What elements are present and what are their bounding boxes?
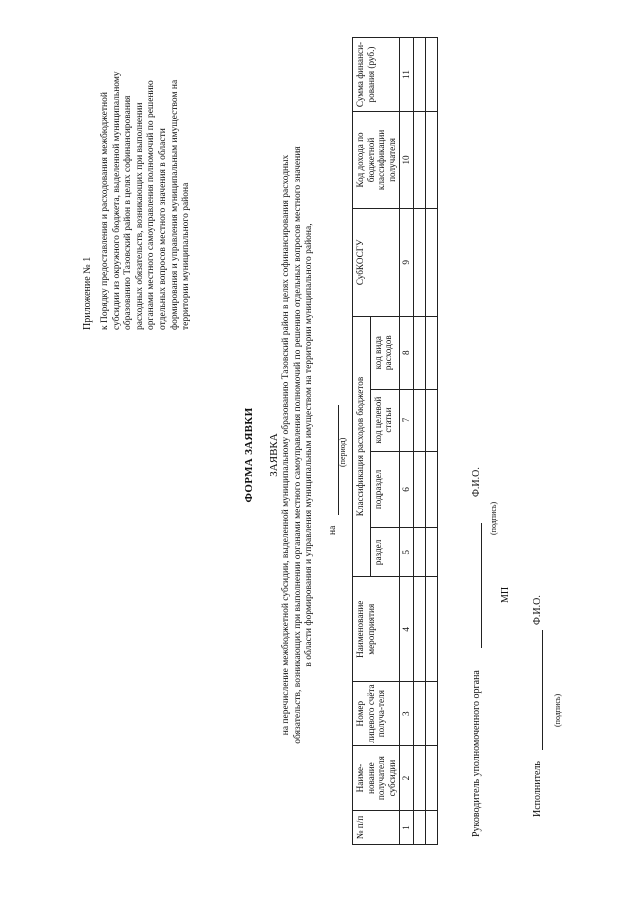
column-number: 5 [400, 528, 414, 577]
appendix-line: формирования и управления муниципальным имуществом на [169, 79, 180, 330]
executor-signature-line[interactable] [541, 630, 543, 750]
period-prefix: на [328, 525, 338, 535]
executor-signature-label: Исполнитель [532, 761, 543, 817]
table-cell[interactable] [414, 811, 426, 845]
column-number: 2 [400, 746, 414, 811]
table-cell[interactable] [414, 316, 426, 389]
request-description [281, 65, 316, 825]
table-cell[interactable] [414, 682, 426, 746]
header-recipient: Наиме-нование получателя субсидии [353, 746, 400, 811]
column-number: 4 [400, 577, 414, 682]
table-cell[interactable] [414, 389, 426, 451]
table-cell[interactable] [426, 451, 438, 528]
column-number: 9 [400, 208, 414, 316]
table-cell[interactable] [414, 112, 426, 209]
header-income-code: Код дохода по бюджетной классификации получателя [353, 112, 400, 209]
appendix-line: территории муниципального района [181, 182, 192, 330]
column-number: 1 [400, 811, 414, 845]
appendix-reference [100, 10, 193, 330]
table-cell[interactable] [414, 451, 426, 528]
column-number: 11 [400, 38, 414, 112]
table-header-row [353, 38, 371, 845]
header-account: Номер лицевого счёта получа-теля [353, 682, 400, 746]
table-cell[interactable] [414, 577, 426, 682]
appendix-line: образованию Тазовский район в целях софинансирования [123, 95, 134, 330]
appendix-line: расходных обязательств, возникающих при выполнении [134, 102, 145, 330]
column-number: 8 [400, 316, 414, 389]
intro-line: на перечисление межбюджетной субсидии, выделенной муниципальному образованию Тазовский район в целях софинансирования расходных [281, 154, 291, 736]
appendix-line: субсидии из окружного бюджета, выделенной муниципальному [111, 71, 122, 330]
header-target-code: код целевой статьи [370, 389, 399, 451]
column-number: 6 [400, 451, 414, 528]
table-cell[interactable] [414, 38, 426, 112]
header-amount: Сумма финанси-рования (руб.) [353, 38, 400, 112]
appendix-line: к Порядку предоставления и расходования межбюджетной [100, 92, 110, 330]
column-number: 10 [400, 112, 414, 209]
table-row [426, 38, 438, 845]
table-cell[interactable] [426, 811, 438, 845]
appendix-line: отдельных вопросов местного значения в области [157, 128, 168, 330]
header-subkosgu: СубКОСГУ [353, 208, 400, 316]
header-subsection: подраздел [370, 451, 399, 528]
executor-name-label: Ф.И.О. [532, 595, 543, 625]
stamp-label: МП [500, 586, 511, 603]
header-event: Наименование мероприятия [353, 577, 400, 682]
table-cell[interactable] [426, 389, 438, 451]
header-expense-type: код вида расходов [370, 316, 399, 389]
table-cell[interactable] [426, 682, 438, 746]
header-section: раздел [370, 528, 399, 577]
request-title: ЗАЯВКА [268, 433, 280, 477]
table-cell[interactable] [426, 316, 438, 389]
intro-line: обязательств, возникающих при выполнении органами местного самоуправления полномочий по решению отдельных вопросов местного значения [292, 146, 303, 744]
table-row [414, 38, 426, 845]
table-cell[interactable] [426, 112, 438, 209]
table-cell[interactable] [426, 38, 438, 112]
head-signature-caption: (подпись) [489, 501, 498, 535]
header-classification: Классификация расходов бюджетов [353, 316, 371, 577]
intro-line: в области формирования и управления муниципальным имуществом на территории муниципального района, [304, 223, 315, 667]
table-cell[interactable] [414, 528, 426, 577]
column-number-row [400, 38, 414, 845]
header-number: № п/п [353, 811, 400, 845]
table-cell[interactable] [414, 746, 426, 811]
appendix-title: Приложение № 1 [82, 256, 93, 330]
period-caption: (период) [338, 437, 347, 467]
request-table [352, 37, 438, 845]
column-number: 3 [400, 682, 414, 746]
table-cell[interactable] [426, 746, 438, 811]
table-cell[interactable] [414, 208, 426, 316]
head-signature-label: Руководитель уполномоченного органа [471, 670, 482, 837]
table-cell[interactable] [426, 577, 438, 682]
appendix-line: органами местного самоуправления полномочий по решению [146, 80, 157, 330]
executor-signature-caption: (подпись) [553, 693, 562, 727]
table-cell[interactable] [426, 528, 438, 577]
form-title: ФОРМА ЗАЯВКИ [243, 407, 255, 503]
table-cell[interactable] [426, 208, 438, 316]
head-name-label: Ф.И.О. [471, 467, 482, 497]
column-number: 7 [400, 389, 414, 451]
head-signature-line[interactable] [480, 523, 482, 648]
